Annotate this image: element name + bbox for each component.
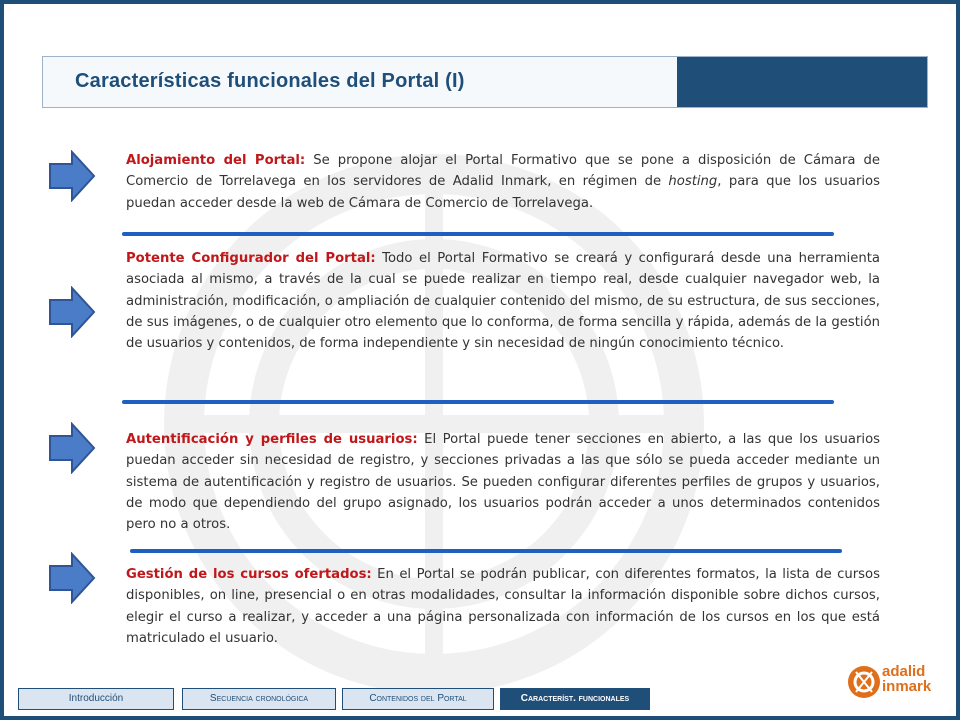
item-label: Autentificación y perfiles de usuarios:	[126, 432, 418, 447]
title-bar	[42, 56, 928, 108]
tab-introduccion[interactable]: Introducción	[18, 688, 174, 710]
divider	[122, 400, 834, 404]
arrow-right-icon	[48, 422, 96, 474]
logo-line2: inmark	[882, 678, 932, 695]
arrow-right-icon	[48, 286, 96, 338]
item-authentication	[126, 429, 880, 535]
item-courses	[126, 564, 880, 649]
item-text: En el Portal se podrán publicar, con diferentes formatos, la lista de cursos disponibles, on line, presencial o en otras modalidades, consultar la información disponible sobre dichos cursos, elegir el curso a realizar, y acceder a una página personalizada con información de los cursos en los que está matriculado el usuario.	[126, 567, 880, 646]
tab-caracteristicas-funcionales[interactable]: Característ. funcionales	[500, 688, 650, 710]
divider	[122, 232, 834, 236]
item-text: Todo el Portal Formativo se creará y configurará desde una herramienta asociada al mismo, a través de la cual se puede realizar en tiempo real, desde cualquier navegador web, la administración, modificación, o ampliación de cualquier contenido del mismo, de su estructura, de sus secciones, de sus imágenes, o de cualquier otro elemento que lo conforma, de forma sencilla y rápida, además de la gestión de usuarios y contenidos, de forma independiente y sin necesidad de ningún conocimiento técnico.	[126, 251, 880, 352]
logo-line1: adalid	[882, 663, 926, 680]
item-label: Gestión de los cursos ofertados:	[126, 567, 372, 582]
page-title: Características funcionales del Portal (I)	[75, 70, 465, 92]
tab-secuencia-cronologica[interactable]: Secuencia cronológica	[182, 688, 336, 710]
arrow-right-icon	[48, 150, 96, 202]
item-label: Potente Configurador del Portal:	[126, 251, 376, 266]
arrow-right-icon	[48, 552, 96, 604]
title-accent-band	[677, 57, 927, 107]
item-configurator	[126, 248, 880, 354]
tab-contenidos-del-portal[interactable]: Contenidos del Portal	[342, 688, 494, 710]
item-text: , para que los usuarios puedan acceder desde la web de Cámara de Comercio de Torrelavega.	[126, 174, 880, 211]
item-hosting	[126, 150, 880, 214]
item-text-emphasis: hosting	[668, 174, 718, 190]
divider	[130, 549, 842, 553]
item-text: El Portal puede tener secciones en abierto, a las que los usuarios puedan acceder sin necesidad de registro, y secciones privadas a las que sólo se pueda acceder mediante un sistema de autentificación y registro de usuarios. Se pueden configurar diferentes perfiles de grupos y usuarios, de modo que dependiendo del grupo asignado, los usuarios podrán acceder a unos determinados contenidos pero no a otros.	[126, 432, 881, 533]
item-label: Alojamiento del Portal:	[126, 153, 306, 168]
logo-text	[882, 664, 931, 694]
item-text: Se propone alojar el Portal Formativo que se pone a disposición de Cámara de Comercio de Torrelavega en los servidores de Adalid Inmark, en régimen de	[126, 153, 880, 190]
